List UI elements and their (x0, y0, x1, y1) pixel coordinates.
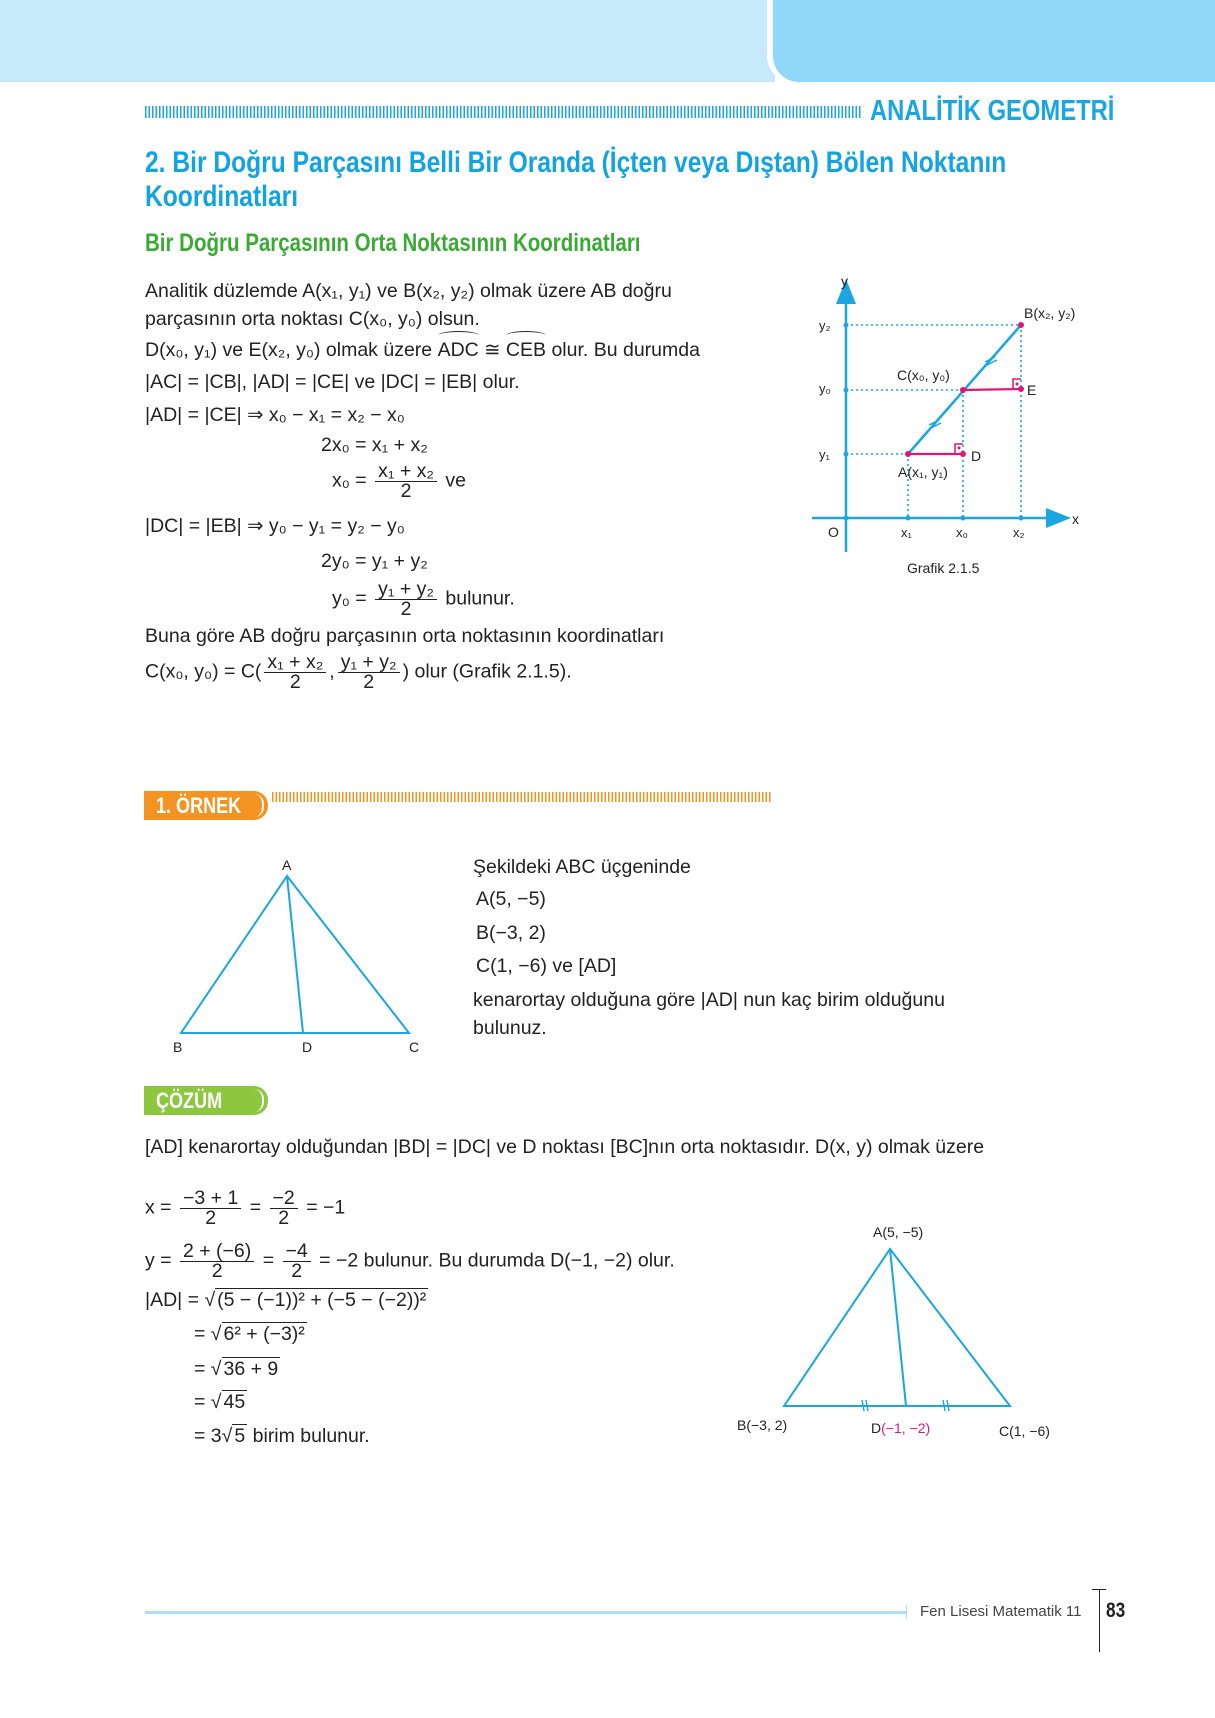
text: D(x₀, y₁) ve E(x₂, y₀) olmak üzere (145, 339, 438, 361)
denominator: 2 (289, 671, 301, 693)
denominator: 2 (205, 1207, 217, 1229)
arc-angle: CEB (505, 339, 547, 361)
text: x = (145, 1196, 172, 1219)
text: = (262, 1249, 275, 1272)
page-title-line2: Koordinatları (145, 180, 299, 213)
midpoint-graph (812, 273, 1079, 576)
vertex-A-label: A(5, −5) (873, 1224, 924, 1240)
x-axis-label: x (1072, 511, 1079, 527)
text: = −1 (306, 1196, 346, 1219)
origin-label: O (828, 524, 839, 540)
text: bulunur. (445, 587, 515, 610)
graph-caption: Grafik 2.1.5 (907, 560, 980, 576)
denominator: 2 (211, 1260, 223, 1282)
text: |AD| = √ (145, 1289, 216, 1311)
question-line: kenarortay olduğuna göre |AD| nun kaç birim olduğunu (473, 989, 945, 1011)
footer-divider (1099, 1589, 1100, 1652)
numerator: x₁ + x₂ (375, 462, 437, 482)
point-B-label: B(x₂, y₂) (1024, 305, 1076, 321)
page-number: 83 (1106, 1599, 1126, 1622)
radicand: 5 (234, 1425, 246, 1447)
numerator: −4 (283, 1242, 311, 1262)
tick-x0: x₀ (956, 525, 968, 540)
tick-y2: y₂ (819, 318, 831, 333)
page-title: 2. Bir Doğru Parçasını Belli Bir Oranda (İçten veya Dıştan) Bölen Noktanın (145, 146, 1007, 179)
point-A-label: A(x₁, y₁) (898, 464, 948, 480)
solution-badge: ÇÖZÜM (144, 1086, 268, 1115)
vertex-C-label: C (409, 1039, 420, 1055)
text: = 3√ (194, 1425, 233, 1447)
text: ve (445, 469, 466, 492)
text: = √ (194, 1391, 222, 1413)
subtitle: Bir Doğru Parçasının Orta Noktasının Koordinatları (145, 229, 641, 257)
theory-line: Analitik düzlemde A(x₁, y₁) ve B(x₂, y₂) olmak üzere AB doğru (145, 280, 672, 302)
example-badge: 1. ÖRNEK (144, 791, 268, 820)
point-D-label: D (971, 448, 982, 464)
theory-line: |AD| = |CE| ⇒ x₀ − x₁ = x₂ − x₀ (145, 404, 405, 426)
vertex-B-label: B (173, 1039, 183, 1055)
solution-x (145, 1189, 345, 1228)
point-C-label: C(x₀, y₀) (897, 367, 950, 383)
solution-triangle (737, 1224, 1050, 1439)
numerator: −2 (270, 1189, 298, 1209)
denominator: 2 (363, 671, 375, 693)
text: D (871, 1420, 882, 1436)
y-axis-label: y (841, 273, 848, 289)
example-stripe (272, 792, 772, 802)
text: = −2 bulunur. Bu durumda D(−1, −2) olur. (319, 1249, 675, 1272)
vertex-B-label: B(−3, 2) (737, 1417, 788, 1433)
theory-line: parçasının orta noktası C(x₀, y₀) olsun. (145, 308, 480, 330)
vertex-C-label: C(1, −6) (999, 1423, 1050, 1439)
question-line: B(−3, 2) (476, 922, 546, 944)
median-AD (287, 876, 303, 1033)
tick-x2: x₂ (1013, 525, 1025, 540)
theory-line: Buna göre AB doğru parçasının orta noktasının koordinatları (145, 625, 665, 647)
solution-step (194, 1390, 247, 1414)
denominator: 2 (278, 1207, 290, 1229)
text: (−1, −2) (881, 1420, 931, 1436)
theory-line: C(x₀, y₀) = C( $\frac{\text{x₁ + x₂}}{2}$ , $\frac{\text{y₁ + y₂}}{2}$ ) olur (Grafik 2.1.5). (145, 651, 572, 693)
fraction (180, 1242, 254, 1281)
solution-step (194, 1424, 370, 1448)
point-E-label: E (1027, 382, 1037, 398)
point-D-label: D (302, 1039, 313, 1055)
radicand: (5 − (−1))² + (−5 − (−2))² (217, 1289, 427, 1311)
theory-line: |DC| = |EB| ⇒ y₀ − y₁ = y₂ − y₀ (145, 515, 405, 537)
arc-angle: ADC (437, 339, 479, 361)
footer-divider-cap (1092, 1589, 1106, 1590)
text: birim bulunur. (247, 1425, 370, 1447)
text: y₀ = (332, 587, 367, 610)
segment-CE (963, 389, 1021, 390)
radicand: 45 (223, 1391, 246, 1413)
text: = √ (194, 1323, 222, 1345)
numerator: y₁ + y₂ (375, 580, 437, 600)
numerator: x₁ + x₂ (264, 653, 326, 673)
question-line: C(1, −6) ve [AD] (476, 955, 617, 977)
numerator: −3 + 1 (180, 1189, 241, 1209)
solution-line: [AD] kenarortay olduğundan |BD| = |DC| ve D noktası [BC]nın orta noktasıdır. D(x, y) olmak üzere (145, 1136, 985, 1158)
denominator: 2 (400, 598, 412, 620)
fraction (270, 1189, 298, 1228)
text: C(x₀, y₀) = C( (145, 660, 262, 683)
text: = √ (194, 1358, 222, 1380)
radicand: 6² + (−3)² (223, 1323, 305, 1345)
numerator: y₁ + y₂ (338, 653, 400, 673)
denominator: 2 (291, 1260, 303, 1282)
tick-y0: y₀ (819, 381, 831, 396)
theory-line: |AC| = |CB|, |AD| = |CE| ve |DC| = |EB| olur. (145, 371, 520, 393)
text: ≅ (478, 339, 506, 361)
text: ) olur (Grafik 2.1.5). (402, 660, 572, 683)
point-D-label (871, 1420, 930, 1436)
solution-step (194, 1322, 307, 1346)
theory-line: 2x₀ = x₁ + x₂ (321, 434, 428, 456)
vertex-A-label: A (282, 857, 292, 873)
footer-rule (145, 1611, 907, 1614)
text: y = (145, 1249, 172, 1272)
text: x₀ = (332, 469, 367, 492)
tick-x1: x₁ (901, 525, 912, 540)
theory-line: 2y₀ = y₁ + y₂ (321, 550, 428, 572)
question-line: A(5, −5) (476, 888, 546, 910)
fraction (180, 1189, 241, 1228)
footer-book-title: Fen Lisesi Matematik 11 (920, 1603, 1082, 1620)
denominator: 2 (400, 480, 412, 502)
section-title: ANALİTİK GEOMETRİ (870, 95, 1115, 127)
tick-y1: y₁ (819, 447, 830, 462)
question-line: bulunuz. (473, 1017, 547, 1039)
question-line: Şekildeki ABC üçgeninde (473, 856, 691, 878)
radicand: 36 + 9 (223, 1358, 279, 1380)
example-triangle (173, 857, 419, 1055)
text: olur. Bu durumda (546, 339, 700, 361)
solution-y (145, 1242, 675, 1281)
median-AD (890, 1249, 906, 1406)
text: = (249, 1196, 262, 1219)
solution-step (194, 1357, 280, 1381)
numerator: 2 + (−6) (180, 1242, 254, 1262)
solution-ad (145, 1288, 428, 1312)
fraction (283, 1242, 311, 1281)
footer-rule-end (906, 1605, 907, 1619)
